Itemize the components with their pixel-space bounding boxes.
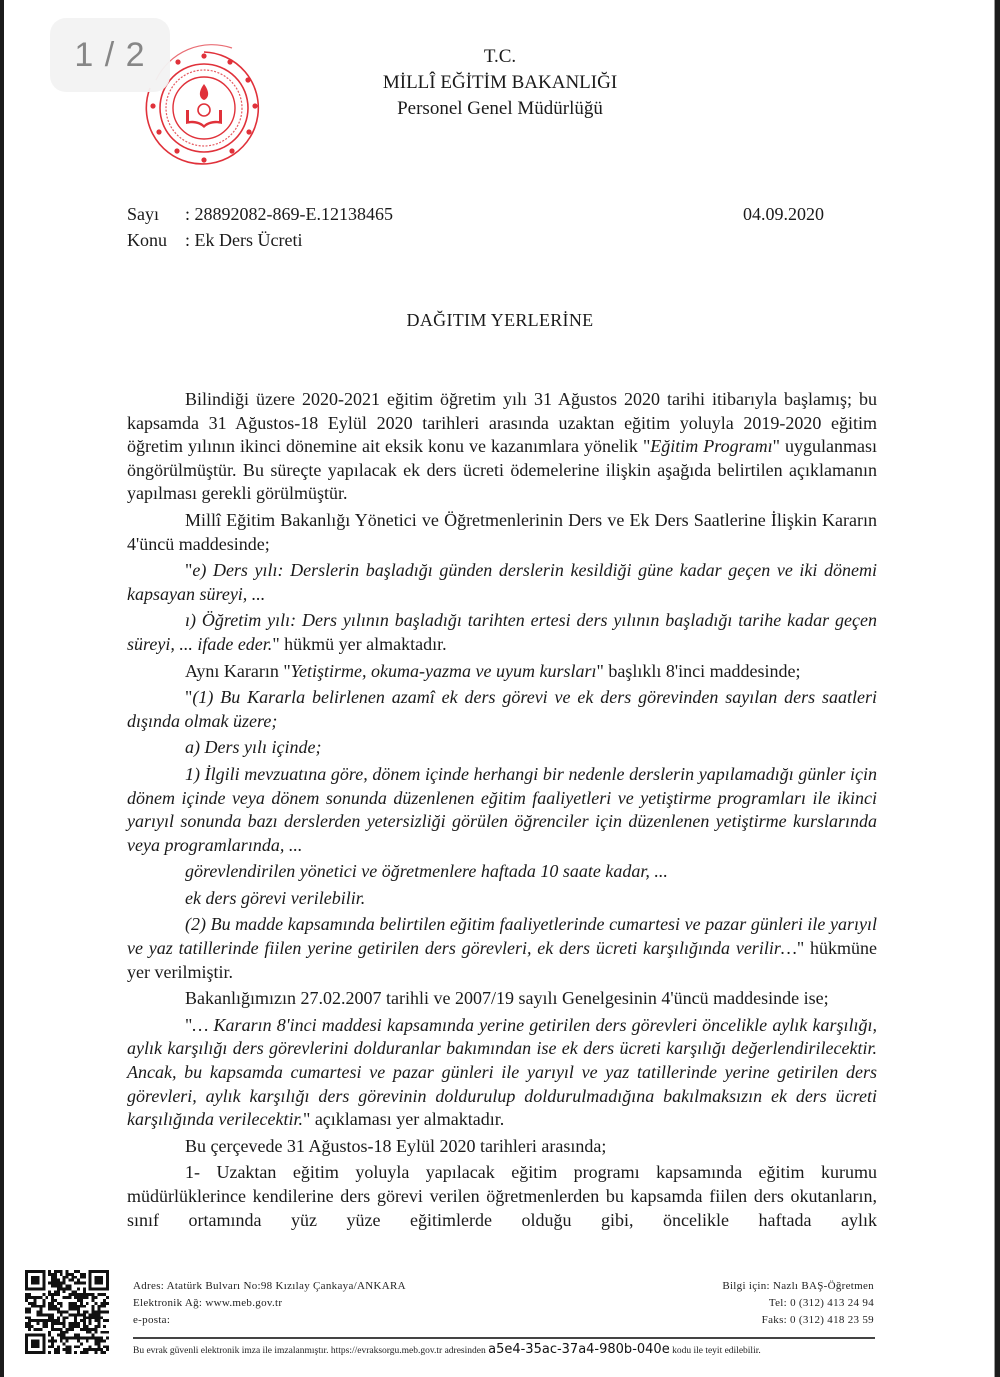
footer-info-contact: Bilgi için: Nazlı BAŞ-Öğretmen: [722, 1280, 874, 1292]
document-body: [127, 388, 877, 1232]
footer-phone: Tel: 0 (312) 413 24 94: [768, 1297, 874, 1309]
reference-number-row: [127, 204, 393, 225]
quote-paragraph: "(1) Bu Kararla belirlenen azamî ek ders görevi ve ek ders görevinden sayılan ders saatleri dışında olmak üzere;: [127, 687, 877, 731]
paragraph: Aynı Kararın "Yetiştirme, okuma-yazma ve uyum kursları" başlıklı 8'inci maddesinde;: [185, 660, 801, 681]
quote-paragraph: görevlendirilen yönetici ve öğretmenlere haftada 10 saate kadar, ...: [185, 861, 668, 882]
qr-code: [25, 1270, 109, 1354]
subject-value: : Ek Ders Ücreti: [185, 230, 303, 250]
reference-value: : 28892082-869-E.12138465: [185, 204, 393, 224]
footer-fax: Faks: 0 (312) 418 23 59: [761, 1314, 874, 1326]
document-date: 04.09.2020: [743, 204, 824, 224]
footer-website: Elektronik Ağ: www.meb.gov.tr: [133, 1297, 283, 1309]
reference-label: Sayı: [127, 204, 160, 224]
footer-address: Adres: Atatürk Bulvarı No:98 Kızılay Çankaya/ANKARA: [133, 1280, 406, 1292]
right-border: [995, 0, 1000, 1377]
quote-paragraph: "e) Ders yılı: Derslerin başladığı günden derslerin kesildiği güne kadar geçen ve iki dönemi kapsayan süreyi, ...: [127, 560, 877, 604]
quote-paragraph: 1) İlgili mevzuatına göre, dönem içinde herhangi bir nedenle derslerin yapılamadığı günler için dönem içinde veya dönem sonunda düzenlenen eğitim faaliyetleri ve yetiştirme programları ile ikinci yarıyıl sonunda bazı derslerden yetersizliği görülen öğrenciler için düzenlenen yetiştirme kurslarında veya programlarında, ...: [127, 763, 877, 855]
left-border: [0, 0, 4, 1377]
page-indicator: 1 / 2: [50, 18, 170, 92]
quote-paragraph: ı) Öğretim yılı: Ders yılının başladığı tarihten ertesi ders yılının başladığı tarihe kadar geçen süreyi, ... ifade eder." hükmü yer almaktadır.: [127, 610, 877, 654]
footer-info: [722, 1278, 874, 1329]
letterhead: [300, 44, 700, 122]
footer-email: e-posta:: [133, 1314, 171, 1326]
paragraph: Bakanlığımızın 27.02.2007 tarihli ve 2007/19 sayılı Genelgesinin 4'üncü maddesinde ise;: [185, 988, 829, 1009]
paragraph: Bu çerçevede 31 Ağustos-18 Eylül 2020 tarihleri arasında;: [185, 1135, 607, 1156]
recipient-heading: DAĞITIM YERLERİNE: [406, 310, 594, 330]
verification-code: a5e4-35ac-37a4-980b-040e: [488, 1342, 670, 1357]
e-signature-note: Bu evrak güvenli elektronik imza ile imzalanmıştır. https://evraksorgu.meb.gov.tr adresinden a5e4-35ac-37a4-980b-040e kodu ile teyit edilebilir.: [133, 1342, 761, 1357]
letterhead-department: Personel Genel Müdürlüğü: [397, 98, 603, 119]
letterhead-line-tc: T.C.: [483, 46, 517, 67]
subject-label: Konu: [127, 230, 167, 250]
paragraph: Millî Eğitim Bakanlığı Yönetici ve Öğretmenlerinin Ders ve Ek Ders Saatlerine İlişkin Kararın 4'üncü maddesinde;: [127, 509, 877, 554]
letterhead-ministry: MİLLÎ EĞİTİM BAKANLIĞI: [382, 72, 618, 93]
quote-paragraph: a) Ders yılı içinde;: [185, 737, 322, 758]
seal-torch-book: [186, 84, 222, 128]
quote-paragraph: ek ders görevi verilebilir.: [185, 887, 366, 908]
footer-divider: [133, 1337, 875, 1339]
subject-row: [127, 230, 302, 251]
footer-contact: [133, 1278, 406, 1329]
quote-paragraph: "… Kararın 8'inci maddesi kapsamında yerine getirilen ders görevleri öncelikle aylık karşılığı, aylık karşılığı ders görevlerini dolduranlar bakımından ise ek ders ücreti karşılığı değerlendirilecektir. Ancak, bu kapsamda cumartesi ve pazar günleri ile yarıyıl ve yaz tatillerinde yerine getirilen ders görevleri, aylık karşılığı ders görevinin doldurulup doldurulmadığına bakılmaksızın ek ders ücreti karşılığında verilecektir." açıklaması yer almaktadır.: [127, 1014, 877, 1130]
paragraph: Bilindiği üzere 2020-2021 eğitim öğretim yılı 31 Ağustos 2020 tarihi itibarıyla başlamış; bu kapsamda 31 Ağustos-18 Eylül 2020 tarihleri arasında uzaktan eğitim yoluyla 2019-2020 eğitim öğretim yılının ikinci dönemine ait eksik konu ve kazanımlara yönelik "Eğitim Programı" uygulanması öngörülmüştür. Bu süreçte yapılacak ek ders ücreti ödemelerine ilişkin aşağıda belirtilen açıklamanın yapılması gerekli görülmüştür.: [127, 389, 877, 504]
quote-paragraph: (2) Bu madde kapsamında belirtilen eğitim faaliyetlerinde cumartesi ve pazar günleri ile yarıyıl ve yaz tatillerinde fiilen yerine getirilen ders görevleri, ek ders ücreti karşılığında verilir…" hükmüne yer verilmiştir.: [127, 914, 877, 982]
paragraph: 1- Uzaktan eğitim yoluyla yapılacak eğitim programı kapsamında eğitim kurumu müdürlüklerince kendilerine ders görevi verilen öğretmenlerden bu kapsamda fiilen ders okutanların, sınıf ortamında yüz yüze eğitimlerde olduğu gibi, öncelikle haftada aylık: [127, 1162, 877, 1230]
